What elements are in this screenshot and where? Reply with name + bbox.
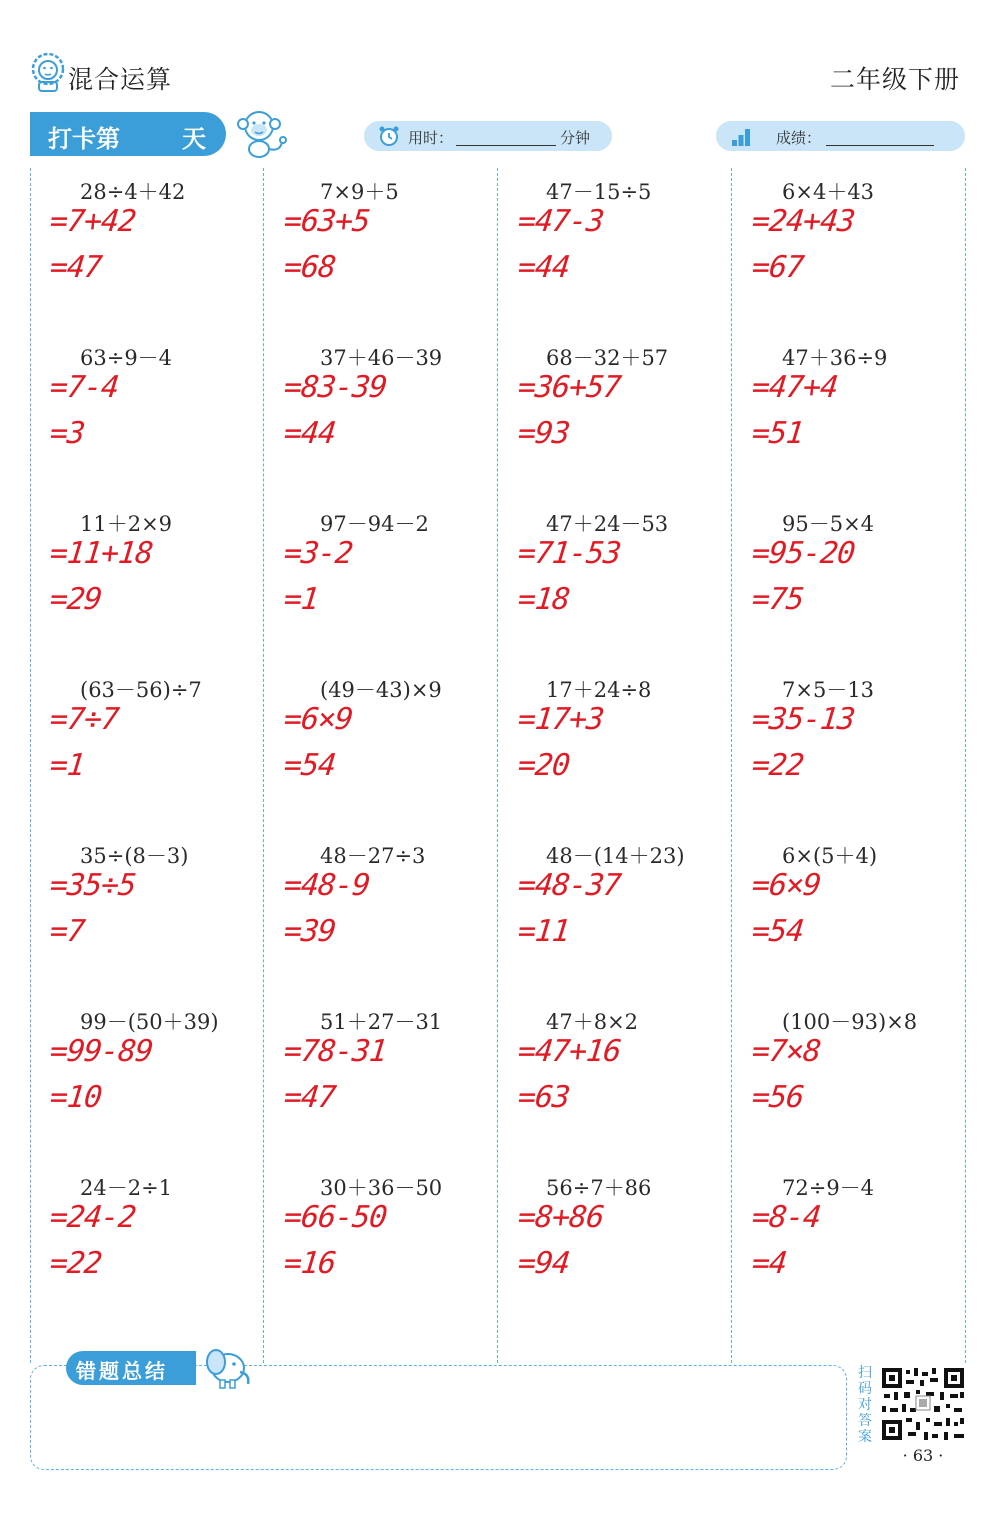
handwritten-step: =83-39	[282, 370, 389, 405]
problem-cell	[264, 1164, 498, 1330]
handwritten-answer: =93	[516, 416, 572, 451]
handwritten-answer: =4	[750, 1246, 788, 1281]
problem-cell	[732, 168, 966, 334]
checkin-banner	[30, 112, 226, 156]
problem-expression: 72÷9－4	[782, 1176, 875, 1200]
handwritten-step: =3-2	[282, 536, 355, 571]
handwritten-step: =6×9	[750, 868, 823, 903]
alarm-clock-icon	[378, 125, 400, 147]
problem-expression: 63÷9－4	[80, 346, 173, 370]
problem-expression: 56÷7＋86	[546, 1176, 652, 1200]
problem-expression: 17＋24÷8	[546, 678, 652, 702]
handwritten-answer: =22	[750, 748, 806, 783]
problem-expression: 97－94－2	[320, 512, 429, 536]
handwritten-answer: =44	[516, 250, 572, 285]
problem-expression: 28÷4＋42	[80, 180, 186, 204]
problem-expression: 47＋24－53	[546, 512, 669, 536]
handwritten-step: =99-89	[48, 1034, 155, 1069]
handwritten-answer: =51	[750, 416, 806, 451]
handwritten-answer: =94	[516, 1246, 572, 1281]
handwritten-answer: =63	[516, 1080, 572, 1115]
mistake-summary-title: 错题总结	[66, 1351, 196, 1385]
handwritten-step: =35÷5	[48, 868, 138, 903]
problem-expression: 6×4＋43	[782, 180, 875, 204]
problem-cell	[264, 334, 498, 500]
problem-cell	[498, 1164, 732, 1330]
problem-expression: 51＋27－31	[320, 1010, 443, 1034]
problem-expression: 30＋36－50	[320, 1176, 443, 1200]
problem-expression: 24－2÷1	[80, 1176, 173, 1200]
problem-cell	[732, 998, 966, 1164]
handwritten-step: =7+42	[48, 204, 138, 239]
handwritten-step: =35-13	[750, 702, 857, 737]
score-field[interactable]	[716, 121, 965, 151]
handwritten-answer: =54	[282, 748, 338, 783]
problem-cell	[498, 500, 732, 666]
problem-expression: (49－43)×9	[320, 678, 442, 702]
problem-expression: 99－(50＋39)	[80, 1010, 219, 1034]
problem-cell	[498, 666, 732, 832]
problem-expression: 47＋8×2	[546, 1010, 639, 1034]
problem-cell	[498, 998, 732, 1164]
handwritten-step: =78-31	[282, 1034, 389, 1069]
problem-cell	[732, 334, 966, 500]
problem-cell	[732, 832, 966, 998]
handwritten-answer: =1	[48, 748, 86, 783]
problem-expression: 48－27÷3	[320, 844, 426, 868]
handwritten-answer: =47	[48, 250, 104, 285]
handwritten-answer: =47	[282, 1080, 338, 1115]
problem-expression: (100－93)×8	[782, 1010, 918, 1034]
problem-cell	[732, 500, 966, 666]
problem-cell	[732, 666, 966, 832]
problem-cell	[30, 168, 264, 334]
problem-expression: 47＋36÷9	[782, 346, 888, 370]
problem-cell	[30, 998, 264, 1164]
qr-code-icon[interactable]	[880, 1366, 966, 1442]
time-label: 用时：	[408, 129, 454, 147]
problem-cell	[498, 168, 732, 334]
handwritten-step: =7÷7	[48, 702, 121, 737]
problem-expression: 7×5－13	[782, 678, 875, 702]
score-blank[interactable]	[826, 145, 934, 146]
problem-cell	[30, 832, 264, 998]
handwritten-step: =7×8	[750, 1034, 823, 1069]
qr-caption: 扫码对答案	[858, 1365, 872, 1445]
checkin-day-label: 天	[182, 125, 206, 153]
handwritten-answer: =56	[750, 1080, 806, 1115]
problem-expression: 7×9＋5	[320, 180, 399, 204]
problem-cell	[498, 334, 732, 500]
handwritten-step: =11+18	[48, 536, 155, 571]
handwritten-answer: =11	[516, 914, 572, 949]
handwritten-step: =63+5	[282, 204, 372, 239]
problem-expression: 48－(14＋23)	[546, 844, 685, 868]
handwritten-step: =24+43	[750, 204, 857, 239]
handwritten-answer: =7	[48, 914, 86, 949]
handwritten-answer: =75	[750, 582, 806, 617]
handwritten-answer: =54	[750, 914, 806, 949]
problem-expression: (63－56)÷7	[80, 678, 202, 702]
bar-steps-icon	[730, 125, 752, 147]
problem-cell	[264, 998, 498, 1164]
handwritten-step: =47+16	[516, 1034, 623, 1069]
problem-expression: 37＋46－39	[320, 346, 443, 370]
problem-cell	[264, 168, 498, 334]
time-field[interactable]	[364, 121, 612, 151]
problem-cell	[732, 1164, 966, 1330]
handwritten-answer: =44	[282, 416, 338, 451]
checkin-label: 打卡第	[48, 125, 120, 153]
time-unit: 分钟	[560, 129, 591, 147]
handwritten-answer: =39	[282, 914, 338, 949]
handwritten-step: =8+86	[516, 1200, 606, 1235]
handwritten-answer: =10	[48, 1080, 104, 1115]
problem-expression: 95－5×4	[782, 512, 875, 536]
score-label: 成绩：	[776, 129, 822, 147]
handwritten-step: =6×9	[282, 702, 355, 737]
handwritten-answer: =1	[282, 582, 320, 617]
handwritten-answer: =20	[516, 748, 572, 783]
handwritten-step: =17+3	[516, 702, 606, 737]
handwritten-step: =24-2	[48, 1200, 138, 1235]
elephant-icon	[198, 1344, 252, 1390]
problem-cell	[264, 832, 498, 998]
time-blank[interactable]	[456, 145, 556, 146]
page-topic: 混合运算	[68, 65, 173, 94]
handwritten-step: =8-4	[750, 1200, 823, 1235]
handwritten-answer: =22	[48, 1246, 104, 1281]
handwritten-answer: =18	[516, 582, 572, 617]
lion-mascot-icon	[30, 52, 66, 92]
handwritten-answer: =29	[48, 582, 104, 617]
handwritten-step: =7-4	[48, 370, 121, 405]
problem-expression: 6×(5＋4)	[782, 844, 878, 868]
problem-cell	[30, 500, 264, 666]
handwritten-step: =66-50	[282, 1200, 389, 1235]
problem-expression: 35÷(8－3)	[80, 844, 189, 868]
handwritten-answer: =67	[750, 250, 806, 285]
problem-cell	[30, 334, 264, 500]
problem-cell	[264, 500, 498, 666]
monkey-icon	[230, 104, 288, 160]
problem-cell	[30, 666, 264, 832]
handwritten-answer: =68	[282, 250, 338, 285]
handwritten-step: =47+4	[750, 370, 840, 405]
handwritten-step: =71-53	[516, 536, 623, 571]
handwritten-step: =47-3	[516, 204, 606, 239]
problem-cell	[264, 666, 498, 832]
handwritten-step: =95-20	[750, 536, 857, 571]
problem-cell	[30, 1164, 264, 1330]
handwritten-step: =48-9	[282, 868, 372, 903]
handwritten-answer: =3	[48, 416, 86, 451]
problem-expression: 68－32＋57	[546, 346, 669, 370]
handwritten-answer: =16	[282, 1246, 338, 1281]
handwritten-step: =36+57	[516, 370, 623, 405]
handwritten-step: =48-37	[516, 868, 623, 903]
page-number: · 63 ·	[902, 1446, 944, 1465]
problem-expression: 47－15÷5	[546, 180, 652, 204]
problem-cell	[498, 832, 732, 998]
grade-label: 二年级下册	[829, 65, 960, 94]
problem-expression: 11＋2×9	[80, 512, 173, 536]
